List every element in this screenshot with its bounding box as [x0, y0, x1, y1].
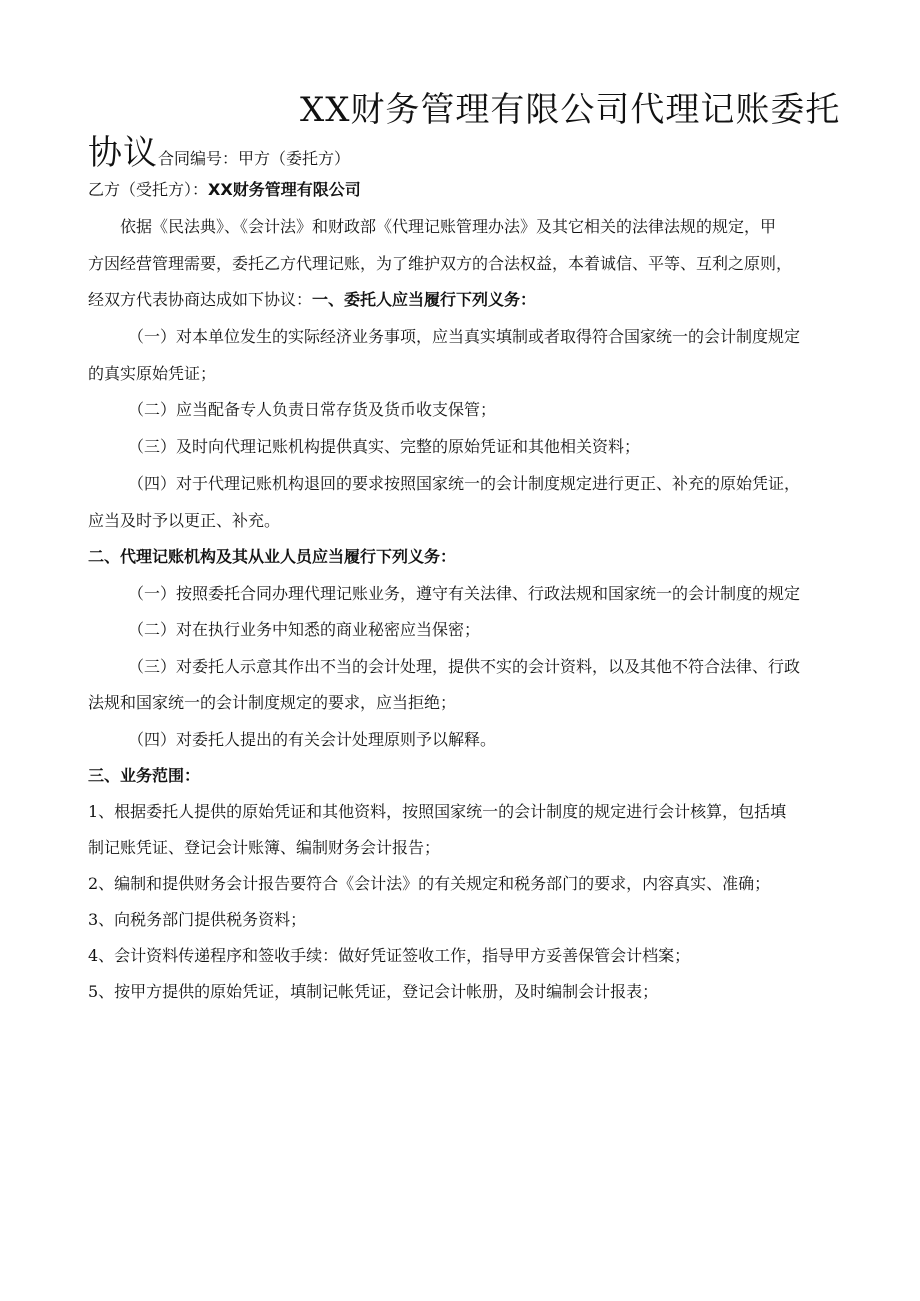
section2-item: （二）对在执行业务中知悉的商业秘密应当保密；	[128, 620, 481, 639]
section2-item: （三）对委托人示意其作出不当的会计处理，提供不实的会计资料，以及其他不符合法律、行政	[128, 657, 801, 676]
section1-item: （一）对本单位发生的实际经济业务事项，应当真实填制或者取得符合国家统一的会计制度规定	[128, 327, 801, 346]
preamble-line-with-heading	[88, 290, 536, 310]
party-b-line	[88, 180, 361, 200]
document-title-tail: 协议	[88, 133, 158, 173]
section1-item: （四）对于代理记账机构退回的要求按照国家统一的会计制度规定进行更正、补充的原始凭证，	[128, 474, 801, 493]
document-title-line2	[88, 125, 350, 174]
preamble-line: 经双方代表协商达成如下协议：	[88, 290, 313, 309]
section3-item: 4、会计资料传递程序和签收手续：做好凭证签收工作，指导甲方妥善保管会计档案；	[88, 946, 691, 965]
section3-item: 3、向税务部门提供税务资料；	[88, 910, 307, 929]
section3-item: 2、编制和提供财务会计报告要符合《会计法》的有关规定和税务部门的要求，内容真实、准确；	[88, 874, 771, 893]
document-title-line1: XX财务管理有限公司代理记账委托	[300, 90, 841, 130]
section1-item: 的真实原始凭证；	[88, 364, 217, 383]
section3-item: 制记账凭证、登记会计账簿、编制财务会计报告；	[88, 838, 441, 857]
section2-heading: 二、代理记账机构及其从业人员应当履行下列义务：	[88, 547, 457, 566]
section2-item: （四）对委托人提出的有关会计处理原则予以解释。	[128, 730, 497, 749]
contract-number-label: 合同编号：甲方（委托方）	[158, 149, 351, 168]
preamble-line: 依据《民法典》、《会计法》和财政部《代理记账管理办法》及其它相关的法律法规的规定，甲	[120, 217, 777, 236]
section3-item: 1、根据委托人提供的原始凭证和其他资料，按照国家统一的会计制度的规定进行会计核算，包括填	[88, 802, 787, 821]
section2-item: （一）按照委托合同办理代理记账业务，遵守有关法律、行政法规和国家统一的会计制度的规定	[128, 584, 801, 603]
preamble-line: 方因经营管理需要，委托乙方代理记账，为了维护双方的合法权益，本着诚信、平等、互利之原则，	[88, 254, 793, 273]
section3-heading: 三、业务范围：	[88, 766, 201, 785]
section3-item: 5、按甲方提供的原始凭证，填制记帐凭证，登记会计帐册，及时编制会计报表；	[88, 982, 659, 1001]
party-b-name: XX财务管理有限公司	[208, 180, 361, 199]
section1-item: （二）应当配备专人负责日常存货及货币收支保管；	[128, 400, 497, 419]
section2-item: 法规和国家统一的会计制度规定的要求，应当拒绝；	[88, 693, 457, 712]
section1-item: 应当及时予以更正、补充。	[88, 511, 281, 530]
section1-heading: 一、委托人应当履行下列义务：	[312, 290, 537, 309]
section1-item: （三）及时向代理记账机构提供真实、完整的原始凭证和其他相关资料；	[128, 437, 641, 456]
party-b-label: 乙方（受托方）：	[88, 180, 209, 199]
